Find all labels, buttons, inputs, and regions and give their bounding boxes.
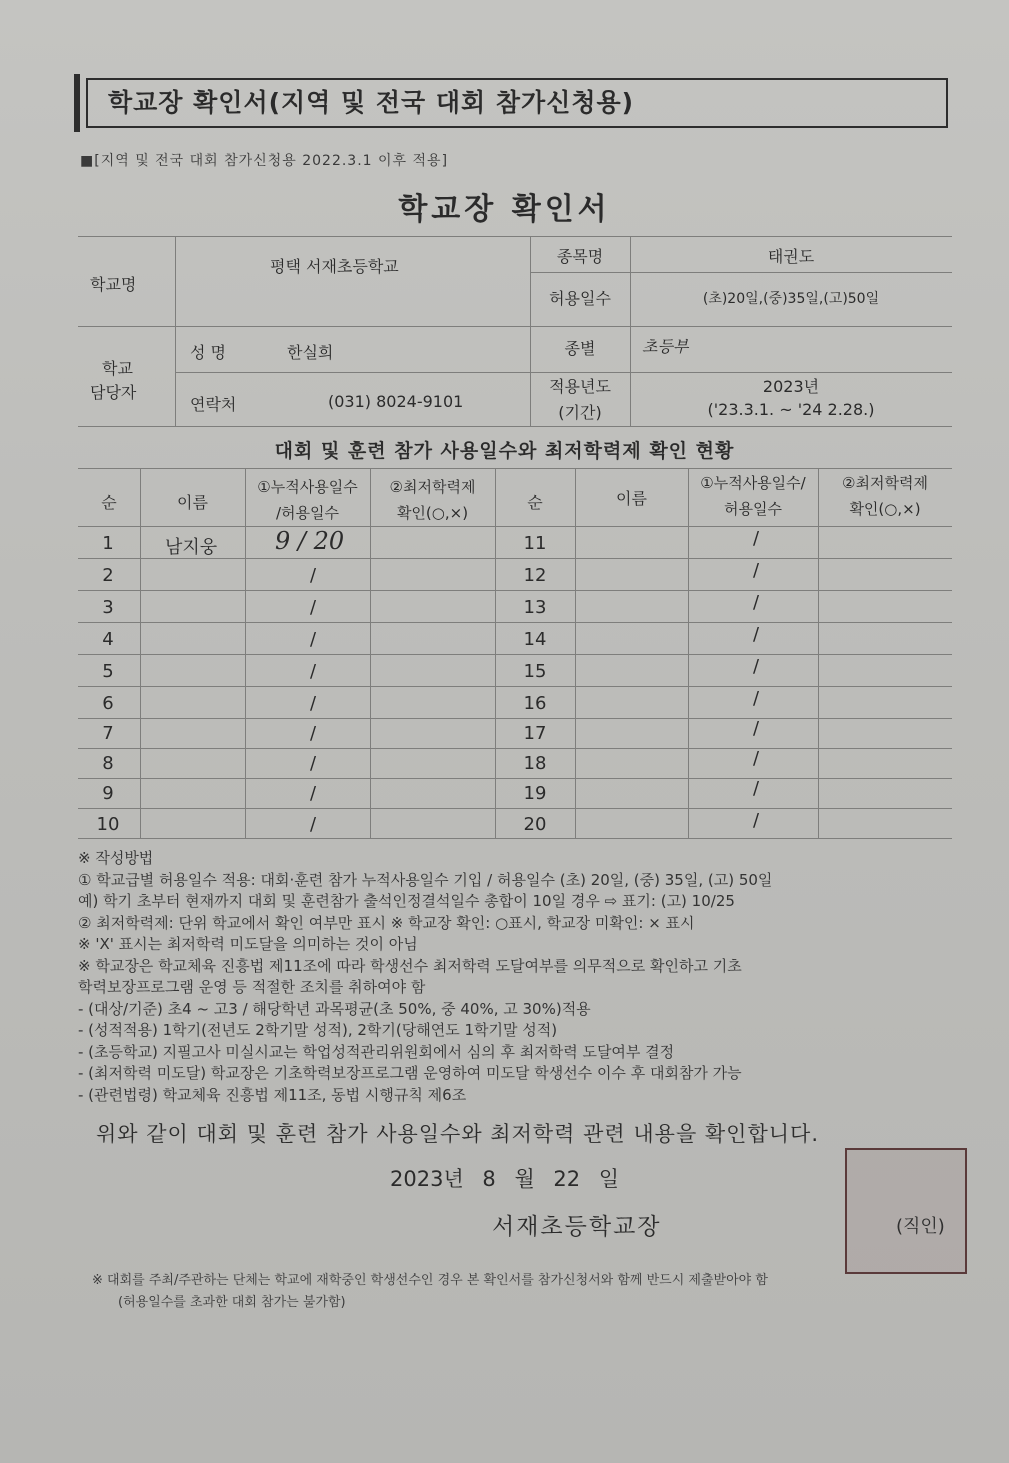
row-days: / [310, 814, 317, 835]
col-header-check-line2: 확인(○,×) [396, 504, 469, 522]
allowed-days-value: (초)20일,(중)35일,(고)50일 [702, 291, 880, 307]
applied-note: ■[지역 및 전국 대회 참가신청용 2022.3.1 이후 적용] [80, 153, 449, 169]
confirmation-date: 2023년 8 월 22 일 [390, 1167, 620, 1191]
row-days: / [753, 624, 760, 645]
row-no: 19 [523, 783, 547, 804]
row-days: / [753, 560, 760, 581]
row-days: / [310, 723, 317, 744]
note-line: - (성적적용) 1학기(전년도 2학기말 성적), 2학기(당해연도 1학기말 성적) [78, 1021, 558, 1039]
note-line: ① 학교급별 허용일수 적용: 대회·훈련 참가 누적사용일수 기입 / 허용일수 (초) 20일, (중) 35일, (고) 50일 [78, 870, 773, 889]
writing-instructions [78, 848, 958, 1106]
official-seal-stamp [845, 1148, 967, 1274]
row-no: 4 [102, 629, 114, 650]
banner-title: 학교장 확인서(지역 및 전국 대회 참가신청용) [86, 78, 948, 128]
event-label: 종목명 [556, 247, 604, 266]
year-value: 2023년 [762, 377, 820, 396]
row-no: 20 [523, 814, 547, 835]
division-value: 초등부 [642, 337, 689, 356]
col-header-check-line1: ②최저학력제 [389, 478, 476, 496]
grid-line [78, 686, 952, 687]
row-no: 17 [523, 723, 547, 744]
grid-line [78, 718, 952, 719]
col-header-days-right-line1: ①누적사용일수/ [700, 474, 806, 492]
note-line: ※ 학교장은 학교체육 진흥법 제11조에 따라 학생선수 최저학력 도달여부를 의무적으로 확인하고 기초 [78, 956, 742, 975]
note-line: 학력보장프로그램 운영 등 적절한 조치를 취하여야 함 [78, 978, 426, 996]
row-no: 10 [96, 814, 120, 835]
row-days: / [753, 718, 760, 739]
allowed-days-label: 허용일수 [549, 289, 611, 308]
row-no: 18 [523, 753, 547, 774]
year-label-line1: 적용년도 [549, 377, 611, 396]
grid-line [78, 326, 952, 327]
note-line: - (대상/기준) 초4 ~ 고3 / 해당학년 과목평균(초 50%, 중 40%, 고 30%)적용 [78, 999, 591, 1018]
year-label-line2: (기간) [558, 403, 602, 422]
grid-line [78, 778, 952, 779]
row-no: 6 [102, 693, 114, 714]
division-label: 종별 [564, 339, 596, 358]
note-line: - (최저학력 미도달) 학교장은 기초학력보장프로그램 운영하여 미도달 학생선수 이수 후 대회참가 가능 [78, 1064, 742, 1082]
manager-label-line2: 담당자 [90, 383, 137, 402]
col-header-check-right-line2: 확인(○,×) [849, 500, 921, 518]
header-accent-bar [74, 74, 80, 132]
note-line: ※ 'X' 표시는 최저학력 미도달을 의미하는 것이 아님 [78, 935, 418, 953]
row-no: 13 [523, 597, 547, 618]
row-days-handwritten: 9 / 20 [275, 527, 345, 555]
grid-line [688, 468, 689, 838]
document-title: 학교장 확인서 [398, 192, 611, 227]
contact-value: (031) 8024-9101 [328, 392, 464, 411]
col-header-name-right: 이름 [616, 489, 647, 508]
row-no: 11 [523, 533, 547, 554]
grid-line [175, 372, 952, 373]
row-no: 1 [102, 533, 114, 554]
period-value: ('23.3.1. ~ '24 2.28.) [707, 400, 875, 419]
school-value: 평택 서재초등학교 [270, 257, 399, 276]
grid-line [78, 654, 952, 655]
col-header-days-line2: /허용일수 [275, 504, 339, 522]
row-days: / [753, 528, 760, 549]
col-header-check-right-line1: ②최저학력제 [842, 474, 928, 492]
row-no: 9 [102, 783, 114, 804]
info-table-top-border [78, 236, 952, 237]
footer-line: (허용일수를 초과한 대회 참가는 불가함) [118, 1295, 346, 1310]
row-no: 5 [102, 661, 114, 682]
footer-line: ※ 대회를 주최/주관하는 단체는 학교에 재학중인 학생선수인 경우 본 확인서를 참가신청서와 함께 반드시 제출받아야 함 [92, 1273, 768, 1288]
manager-name: 한실희 [287, 343, 334, 362]
col-header-no: 순 [101, 493, 117, 512]
grid-line [78, 590, 952, 591]
grid-line [140, 468, 141, 838]
row-days: / [753, 748, 760, 769]
grid-line [495, 468, 496, 838]
row-no: 15 [523, 661, 547, 682]
grid-line [78, 622, 952, 623]
row-days: / [753, 656, 760, 677]
note-line: ※ 작성방법 [78, 849, 154, 867]
row-days: / [310, 783, 317, 804]
grid-line [78, 748, 952, 749]
contact-label: 연락처 [190, 395, 237, 414]
footer-note [92, 1270, 768, 1314]
grid-line [245, 468, 246, 838]
row-student-name: 남지웅 [165, 537, 218, 558]
row-days: / [310, 597, 317, 618]
note-line: 예) 학기 초부터 현재까지 대회 및 훈련참가 출석인정결석일수 총합이 10일 경우 ⇨ 표기: (고) 10/25 [78, 892, 735, 910]
row-no: 7 [102, 723, 114, 744]
row-no: 12 [523, 565, 547, 586]
grid-line [818, 468, 819, 838]
grid-line [78, 426, 952, 427]
seal-label: (직인) [896, 1216, 945, 1237]
note-line: ② 최저학력제: 단위 학교에서 확인 여부만 표시 ※ 학교장 확인: ○표시, 학교장 미확인: × 표시 [78, 913, 695, 932]
col-header-name: 이름 [177, 493, 208, 512]
principal-title: 서재초등학교장 [492, 1214, 662, 1240]
col-header-no-right: 순 [527, 493, 543, 512]
roster-table-bottom-border [78, 838, 952, 839]
grid-line [78, 808, 952, 809]
row-days: / [310, 629, 317, 650]
note-line: - (관련법령) 학교체육 진흥법 제11조, 동법 시행규칙 제6조 [78, 1085, 467, 1104]
grid-line [530, 272, 952, 273]
row-days: / [753, 688, 760, 709]
col-header-days-right-line2: 허용일수 [724, 500, 782, 518]
roster-section-title: 대회 및 훈련 참가 사용일수와 최저학력제 확인 현황 [274, 440, 735, 462]
grid-line [370, 468, 371, 838]
row-days: / [753, 810, 760, 831]
row-no: 14 [523, 629, 547, 650]
note-line: - (초등학교) 지필고사 미실시교는 학업성적관리위원회에서 심의 후 최저학력 도달여부 결정 [78, 1042, 675, 1061]
name-label: 성 명 [190, 343, 226, 362]
row-days: / [753, 592, 760, 613]
row-days: / [753, 778, 760, 799]
row-days: / [310, 661, 317, 682]
event-value: 태권도 [767, 247, 815, 266]
col-header-days-line1: ①누적사용일수 [257, 478, 358, 496]
row-no: 8 [102, 753, 114, 774]
row-days: / [310, 693, 317, 714]
confirmation-statement: 위와 같이 대회 및 훈련 참가 사용일수와 최저학력 관련 내용을 확인합니다. [96, 1122, 820, 1146]
manager-label-line1: 학교 [102, 359, 133, 378]
school-label: 학교명 [90, 275, 137, 294]
row-no: 16 [523, 693, 547, 714]
grid-line [78, 526, 952, 527]
row-no: 3 [102, 597, 114, 618]
row-days: / [310, 565, 317, 586]
roster-table-top-border [78, 468, 952, 469]
grid-line [575, 468, 576, 838]
row-days: / [310, 753, 317, 774]
grid-line [175, 236, 176, 426]
row-no: 2 [102, 565, 114, 586]
